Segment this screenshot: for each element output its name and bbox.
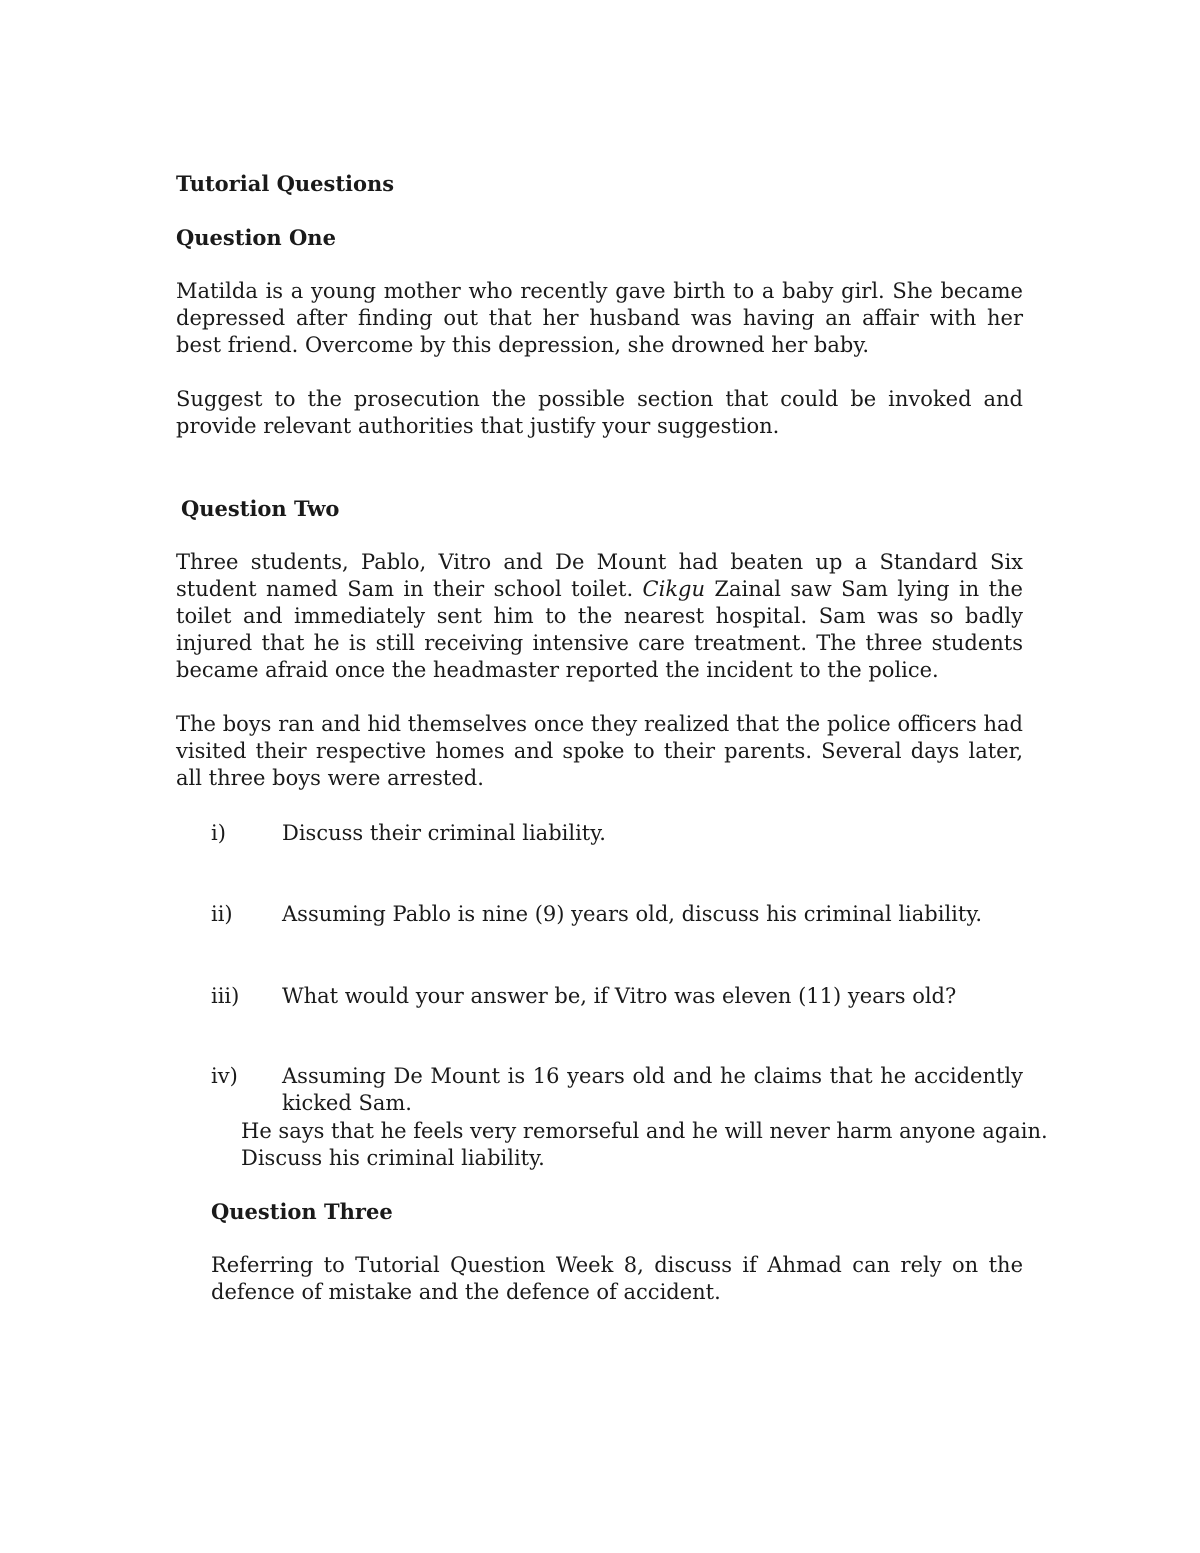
item-text: Assuming De Mount is 16 years old and he claims that he accidently kicked Sam. [282,1064,1023,1115]
question-three-heading: Question Three [211,1199,393,1224]
item-text: Assuming Pablo is nine (9) years old, discuss his criminal liability. [282,902,983,926]
item-number: iii) [211,984,240,1008]
cikgu-term: Cikgu [642,577,706,601]
question-three-task: Referring to Tutorial Question Week 8, discuss if Ahmad can rely on the defence of mistake and the defence of accident. [211,1253,1023,1304]
item-number: i) [211,821,226,845]
question-two-heading: Question Two [181,496,340,521]
scenario-text-start: Three students, Pablo, Vitro and De Mount had beaten up a Standard Six student named Sam in their school toilet. [176,550,1023,601]
question-one-task: Suggest to the prosecution the possible section that could be invoked and provide relevant authorities that justify your suggestion. [176,387,1023,438]
question-one-heading: Question One [176,225,336,250]
item-iv-continuation: Discuss his criminal liability. [241,1146,545,1170]
question-two-scenario [176,549,1023,684]
question-two-followup: The boys ran and hid themselves once they realized that the police officers had visited their respective homes and spoke to their parents. Several days later, all three boys were arrested. [176,712,1023,790]
item-number: iv) [211,1064,238,1088]
item-number: ii) [211,902,233,926]
item-text: What would your answer be, if Vitro was eleven (11) years old? [282,984,957,1008]
scenario-text-end: Zainal saw Sam lying in the toilet and immediately sent him to the nearest hospital. Sam was so badly injured that he is still receiving intensive care treatment. The three students became afraid once the headmaster reported the incident to the police. [176,577,1023,682]
item-iv-continuation: He says that he feels very remorseful and he will never harm anyone again. [241,1119,1048,1143]
item-text: Discuss their criminal liability. [282,821,606,845]
document-title: Tutorial Questions [176,171,395,196]
question-one-scenario: Matilda is a young mother who recently gave birth to a baby girl. She became depressed after finding out that her husband was having an affair with her best friend. Overcome by this depression, she drowned her baby. [176,279,1023,357]
